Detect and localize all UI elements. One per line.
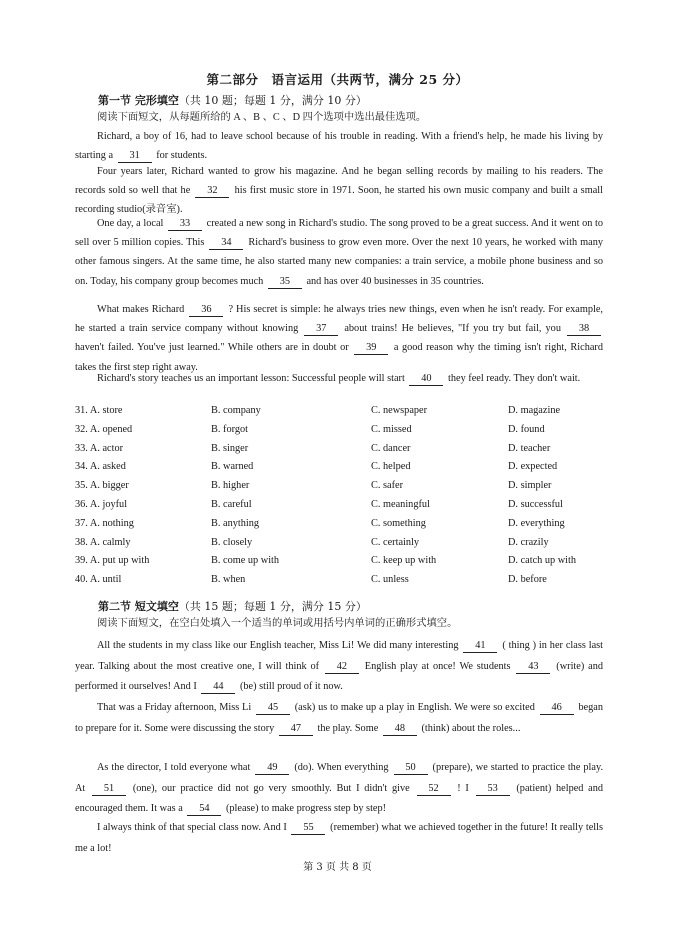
blank-42[interactable]: 42 [325, 660, 359, 674]
blank-55[interactable]: 55 [291, 821, 325, 835]
blank-38[interactable]: 38 [567, 322, 601, 336]
options-row-38: 38. A. calmly B. closely C. certainly D. crazily [75, 536, 549, 548]
page-title: 第二部分 语言运用（共两节，满分 25 分） [206, 72, 469, 87]
section2-instruction-para [75, 614, 603, 633]
blank-34[interactable]: 34 [209, 236, 243, 250]
blank-46[interactable]: 46 [540, 701, 574, 715]
blank-32[interactable]: 32 [195, 184, 229, 198]
blank-37[interactable]: 37 [304, 322, 338, 336]
blank-44[interactable]: 44 [201, 680, 235, 694]
options-row-37: 37. A. nothing B. anything C. something D. everything [75, 517, 565, 529]
blank-47[interactable]: 47 [279, 722, 313, 736]
section1-meta: （共 10 题；每题 1 分，满分 10 分） [178, 94, 367, 107]
blank-49[interactable]: 49 [255, 761, 289, 775]
blank-36[interactable]: 36 [189, 303, 223, 317]
section2-meta: （共 15 题；每题 1 分，满分 15 分） [178, 600, 367, 613]
passage1-paragraph-2: Four years later, Richard wanted to grow his magazine. And he began selling records by mailing to his readers. The records sold so well that he 32 his first music store in 1971. Soon, he started his own music company and built a small recording studio(录音室). [75, 166, 603, 216]
section2-instruction: 阅读下面短文，在空白处填入一个适当的单词或用括号内单词的正确形式填空。 [97, 618, 458, 629]
options-row-35: 35. A. bigger B. higher C. safer D. simpler [75, 480, 552, 492]
section1-heading: 第一节 完形填空 [98, 94, 179, 107]
section1-heading-line [98, 92, 367, 108]
blank-45[interactable]: 45 [256, 701, 290, 715]
blank-33[interactable]: 33 [168, 217, 202, 231]
blank-51[interactable]: 51 [92, 782, 126, 796]
section1-instruction: 阅读下面短文，从每题所给的 A 、B 、C 、D 四个选项中选出最佳选项。 [97, 112, 427, 123]
options-row-36: 36. A. joyful B. careful C. meaningful D. successful [75, 498, 563, 510]
page-number: 第 3 页 共 8 页 [303, 862, 372, 873]
passage1-paragraph-3: One day, a local 33 created a new song in Richard's studio. The song proved to be a great success. And it went on to sell over 5 million copies. This 34 Richard's business to grow even more. Over the next 10 years, he worked with many other famous singers. At the same time, he also started many new companies: a train service, a mobile phone business and so on. Today, his company group becomes much 35 and has over 40 businesses in 35 countries. [75, 218, 603, 287]
blank-53[interactable]: 53 [476, 782, 510, 796]
section1-instruction-para [75, 108, 603, 127]
blank-52[interactable]: 52 [417, 782, 451, 796]
blank-39[interactable]: 39 [354, 341, 388, 355]
blank-54[interactable]: 54 [187, 802, 221, 816]
blank-35[interactable]: 35 [268, 275, 302, 289]
blank-48[interactable]: 48 [383, 722, 417, 736]
options-row-39: 39. A. put up with B. come up with C. keep up with D. catch up with [75, 555, 577, 567]
blank-50[interactable]: 50 [394, 761, 428, 775]
blank-31[interactable]: 31 [118, 149, 152, 163]
blank-41[interactable]: 41 [463, 639, 497, 653]
passage1-paragraph-5: Richard's story teaches us an important lesson: Successful people will start 40 they feel ready. They don't wait. [97, 373, 581, 384]
section2-heading-line [98, 598, 367, 614]
options-row-40: 40. A. until B. when C. unless D. before [75, 574, 547, 586]
options-row-33: 33. A. actor B. singer C. dancer D. teacher [75, 442, 551, 454]
passage2-paragraph-2: That was a Friday afternoon, Miss Li 45 (ask) us to make up a play in English. We were so excited 46 began to prepare for it. Some were discussing the story 47 the play. Some 48 (think) about the roles... [75, 702, 604, 734]
blank-40[interactable]: 40 [409, 372, 443, 386]
passage2-paragraph-3: As the director, I told everyone what 49 (do). When everything 50 (prepare), we started to practice the play. At 51 (one), our practice did not go very smoothly. But I didn't give 52 ! I 53 (patient) helped and encouraged them. It was a 54 (please) to make progress step by step! [75, 762, 604, 814]
passage2-paragraph-1: All the students in my class like our English teacher, Miss Li! We did many interesting 41 ( thing ) in her class last year. Talking about the most creative one, I will think of 42 English play at once! We students 43 (write) and performed it ourselves! And I 44 (be) still proud of it now. [75, 640, 604, 692]
options-grid [75, 405, 603, 593]
options-row-31: 31. A. store B. company C. newspaper D. magazine [75, 405, 561, 416]
passage1-paragraph-4: What makes Richard 36 ? His secret is simple: he always tries new things, even when he isn't ready. For example, he started a train service company without knowing 37 about trains! He believes, "If you try but fail, you 38 haven't failed. You've just learned." While others are in doubt or 39 a good reason why the timing isn't right, Richard takes the first step right away. [75, 304, 604, 373]
section2-heading: 第二节 短文填空 [98, 600, 179, 613]
options-row-32: 32. A. opened B. forgot C. missed D. found [75, 423, 545, 435]
blank-43[interactable]: 43 [516, 660, 550, 674]
options-row-34: 34. A. asked B. warned C. helped D. expected [75, 461, 558, 473]
passage1-paragraph-1: Richard, a boy of 16, had to leave school because of his trouble in reading. With a friend's help, he made his living by starting a 31 for students. [75, 131, 603, 162]
passage2-paragraph-4: I always think of that special class now. And I 55 (remember) what we achieved together in the future! It really tells me a lot! [75, 822, 603, 854]
